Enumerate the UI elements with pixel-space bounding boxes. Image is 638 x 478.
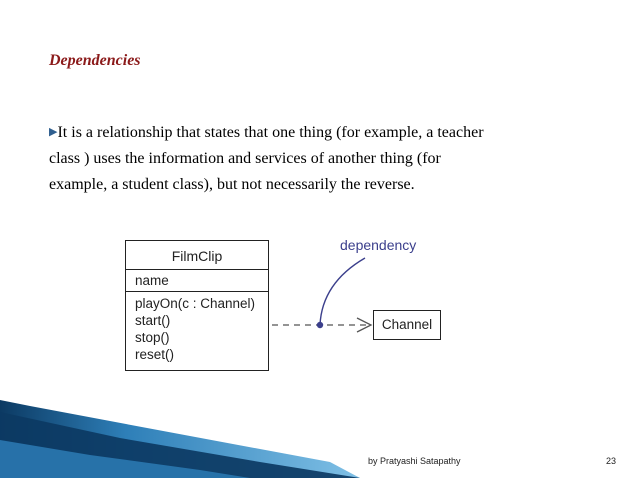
slide-heading: Dependencies [49,52,141,69]
uml-operation: playOn(c : Channel) [135,296,256,311]
paragraph-line-1: ▶It is a relationship that states that one thing (for example, a teacher [49,124,484,141]
footer-author: by Pratyashi Satapathy [368,456,461,466]
paragraph-line-3: example, a student class), but not necessarily the reverse. [49,176,415,193]
bullet-arrow-icon: ▶ [49,126,58,138]
uml-operation: start() [135,313,171,328]
uml-operation: reset() [135,347,175,362]
uml-operation: stop() [135,330,170,345]
uml-class-name: FilmClip [126,241,268,270]
uml-attribute: name [135,273,169,288]
uml-class-channel: Channel [373,310,441,340]
page-number: 23 [606,456,617,466]
dependency-label: dependency [340,237,417,253]
paragraph-line-2: class ) uses the information and services of another thing (for [49,150,441,167]
